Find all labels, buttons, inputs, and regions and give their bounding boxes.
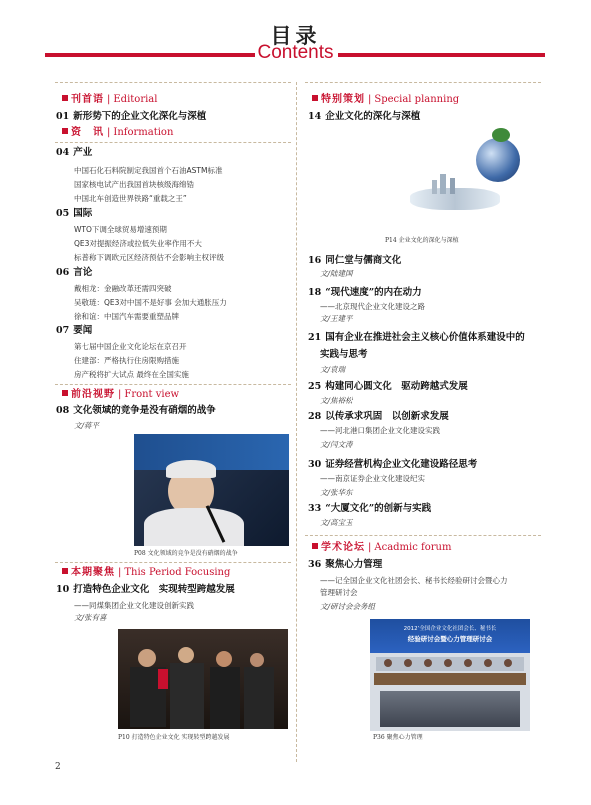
- toc-entry[interactable]: 30 证券经营机构企业文化建设路径思考: [308, 459, 478, 470]
- toc-entry-continued[interactable]: 实践与思考: [320, 349, 368, 360]
- section-information: 资 讯 | Information: [62, 127, 173, 139]
- toc-subitem[interactable]: 国家核电试产出我国首块核级海绵锆: [74, 180, 194, 189]
- toc-entry[interactable]: 33 “大厦文化”的创新与实践: [308, 503, 432, 514]
- toc-subitem[interactable]: WTO下调全球贸易增速预期: [74, 225, 167, 234]
- page-number: 2: [55, 762, 61, 772]
- banner-line-1: 2012’全国企业文化社团会长、秘书长: [403, 626, 497, 632]
- author: 文/蒋平: [74, 421, 100, 430]
- author: 文/张有喜: [74, 613, 107, 622]
- toc-entry[interactable]: 16 同仁堂与儒商文化: [308, 255, 402, 266]
- photo-caption: P14 企业文化的深化与深植: [385, 237, 459, 244]
- toc-subitem[interactable]: 标普称下调欧元区经济预估不会影响主权评级: [74, 253, 224, 262]
- toc-entry[interactable]: 25 构建同心圆文化 驱动跨越式发展: [308, 381, 468, 392]
- author: 文/张华东: [320, 488, 353, 497]
- page-title-cn: 目录: [270, 23, 321, 48]
- photo-conference: [370, 619, 530, 731]
- divider: [55, 142, 291, 143]
- photo-caption: P36 聚焦心力管理: [373, 734, 423, 741]
- toc-subitem[interactable]: 第七届中国企业文化论坛在京召开: [74, 342, 187, 351]
- photo-miners: [118, 629, 288, 729]
- section-marker-icon: [62, 568, 68, 574]
- author: 文/陆建国: [320, 269, 353, 278]
- column-divider: [296, 82, 297, 762]
- toc-subitem[interactable]: 徐和谊：中国汽车需要重塑品牌: [74, 312, 179, 321]
- toc-entry[interactable]: 08 文化领域的竞争是没有硝烟的战争: [56, 405, 216, 416]
- toc-entry[interactable]: 10 打造特色企业文化 实现转型跨越发展: [56, 584, 235, 595]
- author: 文/焦裕松: [320, 396, 353, 405]
- author: 文/闫文涛: [320, 440, 353, 449]
- divider: [55, 562, 291, 563]
- illustration-globe: [380, 128, 540, 230]
- subtitle: ——同煤集团企业文化建设创新实践: [74, 601, 194, 610]
- toc-subitem[interactable]: 住建部：严格执行住房限购措施: [74, 356, 179, 365]
- section-focusing: 本期聚焦 | This Period Focusing: [62, 567, 230, 579]
- section-academic: 学术论坛 | Acadmic forum: [312, 542, 451, 554]
- toc-subitem[interactable]: 吴敬琏：QE3对中国不是好事 会加大通胀压力: [74, 298, 227, 307]
- author: 文/研讨会会务组: [320, 602, 376, 611]
- photo-caption: P10 打造特色企业文化 实现转型跨越发展: [118, 734, 230, 741]
- toc-group-title[interactable]: 06 言论: [56, 267, 93, 278]
- banner-line-2: 经验研讨会暨心力管理研讨会: [407, 635, 493, 643]
- section-special: 特别策划 | Special planning: [312, 94, 459, 106]
- toc-subitem[interactable]: 房产税将扩大试点 最终在全国实施: [74, 370, 189, 379]
- author: 文/袁瑞: [320, 365, 346, 374]
- toc-group-title[interactable]: 05 国际: [56, 208, 93, 219]
- toc-subitem[interactable]: 中国北车创造世界铁路“重载之王”: [74, 194, 187, 203]
- section-marker-icon: [62, 128, 68, 134]
- toc-entry[interactable]: 01 新形势下的企业文化深化与深植: [56, 111, 207, 122]
- toc-entry[interactable]: 21 国有企业在推进社会主义核心价值体系建设中的: [308, 332, 525, 343]
- toc-subitem[interactable]: 戴相龙：金融改革还需四突破: [74, 284, 172, 293]
- toc-entry[interactable]: 14 企业文化的深化与深植: [308, 111, 421, 122]
- subtitle: ——南京证券企业文化建设纪实: [320, 474, 425, 483]
- toc-entry[interactable]: 28 以传承求巩固 以创新求发展: [308, 411, 449, 422]
- section-marker-icon: [62, 390, 68, 396]
- toc-entry[interactable]: 36 聚焦心力管理: [308, 559, 383, 570]
- subtitle: ——河北港口集团企业文化建设实践: [320, 426, 440, 435]
- section-front-view: 前沿视野 | Front view: [62, 389, 179, 401]
- toc-subitem[interactable]: 中国石化石料院制定我国首个石油ASTM标准: [74, 166, 223, 175]
- toc-entry[interactable]: 18 “现代速度”的内在动力: [308, 287, 422, 298]
- subtitle-continued: 管理研讨会: [320, 588, 358, 597]
- toc-subitem[interactable]: QE3对提振经济或拉低失业率作用不大: [74, 239, 202, 248]
- author: 文/王建平: [320, 314, 353, 323]
- section-editorial: 刊首语 | Editorial: [62, 94, 157, 106]
- divider: [305, 535, 541, 536]
- toc-group-title[interactable]: 07 要闻: [56, 325, 93, 336]
- photo-speaker: [134, 434, 289, 546]
- divider: [55, 82, 291, 83]
- photo-caption: P08 文化领域的竞争是没有硝烟的战争: [134, 550, 238, 557]
- divider: [305, 82, 541, 83]
- author: 文/高宝玉: [320, 518, 353, 527]
- divider: [55, 384, 291, 385]
- section-marker-icon: [312, 543, 318, 549]
- subtitle: ——记全国企业文化社团会长、秘书长经验研讨会暨心力: [320, 576, 508, 585]
- subtitle: ——北京现代企业文化建设之路: [320, 302, 425, 311]
- page-title-en: Contents: [257, 42, 334, 63]
- section-marker-icon: [312, 95, 318, 101]
- toc-group-title[interactable]: 04 产业: [56, 147, 93, 158]
- section-marker-icon: [62, 95, 68, 101]
